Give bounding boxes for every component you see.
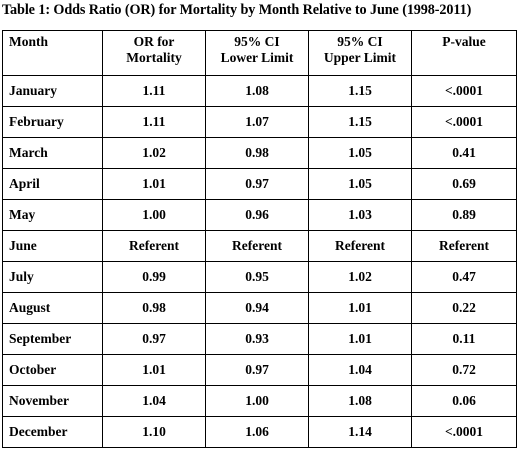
table-caption: Table 1: Odds Ratio (OR) for Mortality by Month Relative to June (1998-2011) [2,2,472,18]
cell-lower-limit: Referent [206,231,309,262]
cell-lower-limit: 1.00 [206,386,309,417]
table-row [3,107,517,138]
header-or [103,31,206,76]
header-pvalue [412,31,517,76]
header-or-line2: Mortality [126,50,182,65]
cell-upper-limit: 1.04 [309,355,412,386]
cell-pvalue: 0.11 [412,324,517,355]
cell-month: February [3,107,103,138]
cell-or: 1.02 [103,138,206,169]
cell-pvalue: 0.22 [412,293,517,324]
cell-upper-limit: 1.08 [309,386,412,417]
cell-lower-limit: 1.07 [206,107,309,138]
cell-pvalue: 0.69 [412,169,517,200]
table-row [3,417,517,448]
cell-upper-limit: 1.14 [309,417,412,448]
cell-month: October [3,355,103,386]
header-upper-line1: 95% CI [337,34,383,49]
cell-lower-limit: 1.08 [206,76,309,107]
cell-upper-limit: 1.02 [309,262,412,293]
cell-pvalue: 0.06 [412,386,517,417]
cell-upper-limit: Referent [309,231,412,262]
table-row [3,200,517,231]
cell-upper-limit: 1.05 [309,169,412,200]
cell-upper-limit: 1.01 [309,293,412,324]
cell-or: 1.01 [103,355,206,386]
table-row [3,324,517,355]
cell-lower-limit: 0.93 [206,324,309,355]
cell-pvalue: 0.47 [412,262,517,293]
table-row [3,386,517,417]
cell-or: 0.98 [103,293,206,324]
cell-month: May [3,200,103,231]
cell-lower-limit: 0.97 [206,355,309,386]
cell-pvalue: 0.89 [412,200,517,231]
cell-upper-limit: 1.15 [309,107,412,138]
table-row [3,355,517,386]
cell-upper-limit: 1.05 [309,138,412,169]
cell-upper-limit: 1.15 [309,76,412,107]
header-lower-line2: Lower Limit [220,50,294,65]
cell-month: September [3,324,103,355]
cell-lower-limit: 0.98 [206,138,309,169]
cell-lower-limit: 1.06 [206,417,309,448]
cell-upper-limit: 1.01 [309,324,412,355]
table-row [3,169,517,200]
cell-lower-limit: 0.96 [206,200,309,231]
cell-pvalue: 0.72 [412,355,517,386]
cell-or: 1.11 [103,107,206,138]
cell-month: August [3,293,103,324]
cell-month: April [3,169,103,200]
cell-lower-limit: 0.95 [206,262,309,293]
header-pvalue-label: P-value [442,34,486,49]
table-header-row [3,31,517,76]
cell-or: Referent [103,231,206,262]
cell-lower-limit: 0.97 [206,169,309,200]
cell-month: November [3,386,103,417]
cell-month: January [3,76,103,107]
cell-upper-limit: 1.03 [309,200,412,231]
header-upper-limit [309,31,412,76]
odds-ratio-table [2,30,517,448]
table-row [3,231,517,262]
cell-pvalue: <.0001 [412,107,517,138]
cell-month: July [3,262,103,293]
cell-month: December [3,417,103,448]
cell-or: 0.97 [103,324,206,355]
header-month [3,31,103,76]
cell-pvalue: Referent [412,231,517,262]
cell-or: 1.01 [103,169,206,200]
cell-or: 0.99 [103,262,206,293]
header-lower-line1: 95% CI [234,34,280,49]
header-or-line1: OR for [133,34,175,49]
header-lower-limit [206,31,309,76]
cell-pvalue: <.0001 [412,417,517,448]
cell-pvalue: 0.41 [412,138,517,169]
table-body [3,76,517,448]
header-upper-line2: Upper Limit [323,50,397,65]
cell-or: 1.00 [103,200,206,231]
cell-month: June [3,231,103,262]
cell-or: 1.10 [103,417,206,448]
cell-lower-limit: 0.94 [206,293,309,324]
header-month-label: Month [9,34,49,49]
table-row [3,138,517,169]
table-row [3,76,517,107]
table-row [3,262,517,293]
cell-or: 1.04 [103,386,206,417]
cell-or: 1.11 [103,76,206,107]
table-row [3,293,517,324]
cell-pvalue: <.0001 [412,76,517,107]
cell-month: March [3,138,103,169]
